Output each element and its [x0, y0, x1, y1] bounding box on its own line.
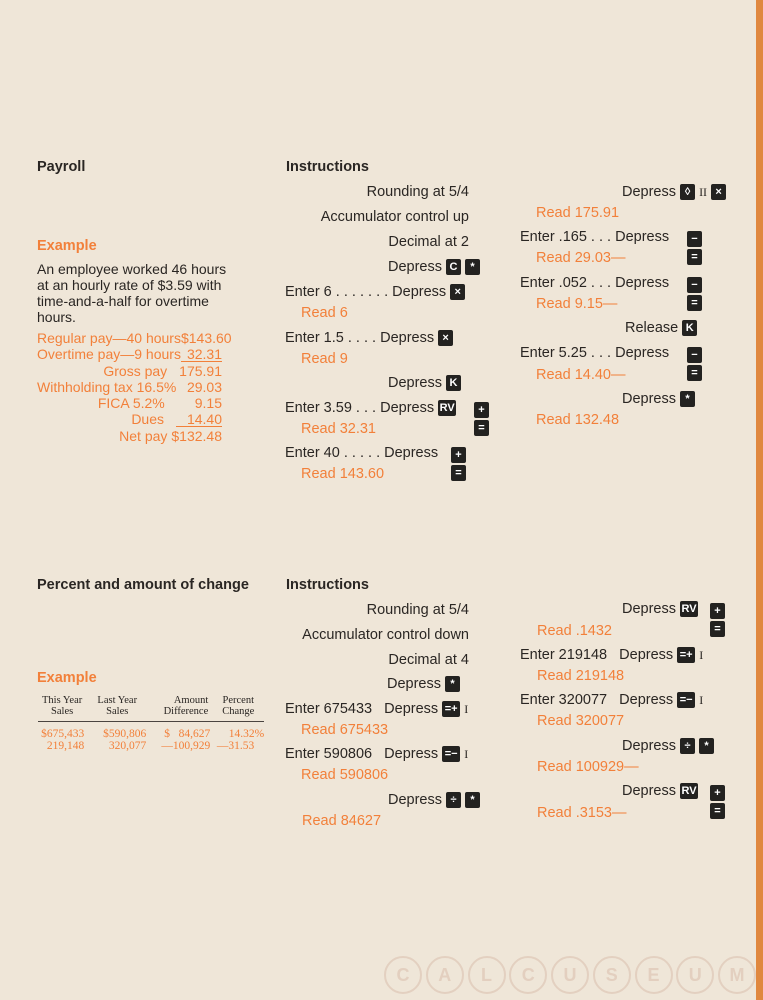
plus-key-icon: + — [710, 603, 725, 619]
instr-text: Depress — [387, 676, 441, 692]
header-text: Change — [222, 706, 255, 717]
watermark-letter: U — [551, 956, 589, 994]
minus-key-icon: − — [687, 231, 702, 247]
instr-line — [625, 320, 697, 336]
minus-key-icon: − — [687, 277, 702, 293]
read-value: Read 9 — [301, 351, 348, 367]
instr-line: Enter .165 . . . Depress — [520, 229, 670, 245]
instr-text: Release — [625, 320, 679, 336]
instr-line: Enter 40 . . . . . Depress — [285, 445, 439, 461]
row-label: Gross pay — [103, 363, 168, 379]
row-value: 32.31 — [181, 346, 222, 362]
instr-line: Rounding at 5/4 — [366, 184, 469, 200]
header-text: Sales — [51, 706, 74, 717]
instr-text: Depress — [388, 792, 442, 808]
read-value: Read 32.31 — [301, 421, 376, 437]
payroll-row — [37, 395, 222, 411]
header-cell — [38, 695, 86, 717]
instr-line — [388, 792, 480, 808]
cell: 320,077 — [108, 740, 147, 752]
instr-text: Enter 590806 Depress — [285, 746, 439, 762]
row-value: 9.15 — [194, 395, 222, 411]
equals-key-icon: = — [710, 803, 725, 819]
header-cell — [86, 695, 148, 717]
watermark-letter: E — [635, 956, 673, 994]
minus-equals-key-stack — [687, 277, 702, 311]
row-label: Dues — [131, 411, 164, 427]
percent-instructions-title: Instructions — [286, 577, 369, 593]
plus-equals-key-stack — [451, 447, 466, 481]
instr-text: Depress — [388, 259, 442, 275]
page-edge — [756, 0, 763, 1000]
percent-row — [38, 740, 264, 752]
desc-line: An employee worked 46 hours — [37, 261, 227, 277]
equals-plus-key-icon: =+ — [677, 647, 695, 663]
instr-text: Enter 6 . . . . . . . Depress — [285, 284, 447, 300]
instr-text: Enter 675433 Depress — [285, 701, 439, 717]
read-value: Read 320077 — [537, 713, 625, 729]
minus-key-icon: − — [687, 347, 702, 363]
payroll-row — [37, 411, 222, 427]
instr-line: Accumulator control up — [320, 209, 469, 225]
instr-line — [622, 184, 726, 200]
row-label: Overtime pay—9 hours — [37, 346, 181, 362]
instr-line — [388, 375, 461, 391]
instr-text: Depress — [622, 184, 676, 200]
instr-text: Enter 219148 Depress — [520, 647, 674, 663]
row-value: 175.91 — [179, 363, 222, 379]
percent-title: Percent and amount of change — [37, 577, 249, 593]
header-text: Last Year — [97, 695, 138, 706]
instr-line: Accumulator control down — [302, 627, 469, 643]
calcuseum-watermark — [384, 955, 756, 995]
read-value: Read 675433 — [301, 722, 389, 738]
cell: $ 84,627 — [164, 728, 211, 740]
cell: —31.53 — [216, 740, 255, 752]
instr-line — [622, 391, 695, 407]
header-text: Difference — [163, 706, 209, 717]
instr-line: Enter 5.25 . . . Depress — [520, 345, 670, 361]
i-mark: I — [464, 702, 469, 716]
instr-text: Depress — [622, 783, 676, 799]
equals-key-icon: = — [687, 249, 702, 265]
instr-line — [285, 746, 468, 762]
rv-key-icon: RV — [681, 785, 697, 798]
instr-text: Enter 320077 Depress — [520, 692, 674, 708]
payroll-title: Payroll — [37, 159, 86, 175]
desc-line: time-and-a-half for overtime — [37, 293, 209, 309]
desc-line: at an hourly rate of $3.59 with — [37, 277, 222, 293]
plus-key-icon: + — [451, 447, 466, 463]
star-key-icon: * — [445, 676, 460, 692]
instr-text: Enter 3.59 . . . Depress — [285, 400, 435, 416]
row-value: $132.48 — [171, 428, 222, 444]
i-mark: I — [699, 693, 704, 707]
read-value: Read 175.91 — [536, 205, 620, 221]
equals-key-icon: = — [710, 621, 725, 637]
instr-text: Depress — [622, 738, 676, 754]
payroll-description — [37, 261, 226, 325]
instr-line: Decimal at 4 — [388, 652, 469, 668]
read-value: Read 6 — [301, 305, 348, 321]
header-text: This Year — [42, 695, 83, 706]
header-text: Sales — [106, 706, 129, 717]
read-value: Read 29.03— — [536, 250, 626, 266]
watermark-letter: S — [593, 956, 631, 994]
percent-table — [38, 695, 264, 752]
minus-equals-key-stack — [687, 347, 702, 381]
plus-equals-key-stack — [710, 603, 725, 637]
read-value: Read 590806 — [301, 767, 389, 783]
k-key-icon: K — [682, 320, 697, 336]
cell: —100,929 — [161, 740, 211, 752]
equals-minus-key-icon: =− — [442, 746, 460, 762]
instr-text: Depress — [388, 375, 442, 391]
read-value: Read 100929— — [537, 759, 639, 775]
payroll-row — [37, 427, 222, 444]
read-value: Read 143.60 — [301, 466, 385, 482]
payroll-table — [37, 330, 232, 444]
percent-row — [38, 722, 264, 741]
instr-text: Depress — [622, 601, 676, 617]
star-key-icon: * — [699, 738, 714, 754]
rv-key-icon: RV — [439, 402, 455, 415]
i-mark: I — [699, 648, 704, 662]
read-value: Read 14.40— — [536, 367, 626, 383]
minus-equals-key-stack — [687, 231, 702, 265]
percent-header-row — [38, 695, 264, 717]
row-label: FICA 5.2% — [97, 395, 165, 411]
divide-key-icon: ÷ — [446, 792, 461, 808]
instr-line — [520, 647, 703, 663]
star-key-icon: * — [465, 792, 480, 808]
multiply-key-icon: × — [438, 330, 453, 346]
plus-key-icon: + — [710, 785, 725, 801]
watermark-letter: U — [676, 956, 714, 994]
read-value: Read .1432 — [537, 623, 612, 639]
row-label: Regular pay—40 hours — [37, 330, 181, 346]
read-value: Read 84627 — [302, 813, 382, 829]
read-value: Read 132.48 — [536, 412, 620, 428]
watermark-letter: C — [509, 956, 547, 994]
instr-line — [285, 330, 453, 346]
row-value: $143.60 — [180, 330, 232, 346]
instr-line — [520, 692, 703, 708]
read-value: Read .3153— — [537, 805, 627, 821]
row-label: Withholding tax 16.5% — [37, 379, 177, 395]
instr-line: Rounding at 5/4 — [366, 602, 469, 618]
desc-line: hours. — [37, 309, 76, 325]
payroll-example-label: Example — [37, 238, 97, 254]
instr-line — [622, 783, 698, 799]
diamond-key-icon: ◊ — [680, 184, 695, 200]
cell: 14.32% — [228, 728, 265, 740]
read-value: Read 9.15— — [536, 296, 618, 312]
row-value: 29.03 — [186, 379, 222, 395]
watermark-letter: M — [718, 956, 756, 994]
instr-line — [285, 284, 465, 300]
read-value: Read 219148 — [537, 668, 625, 684]
cell: $675,433 — [41, 728, 85, 740]
instr-line — [285, 400, 456, 416]
row-value: 14.40 — [176, 411, 222, 427]
instr-line — [387, 676, 460, 692]
cell: $590,806 — [103, 728, 147, 740]
instr-text: Depress — [622, 391, 676, 407]
instr-line — [622, 601, 698, 617]
instr-line — [285, 701, 468, 717]
k-key-icon: K — [446, 375, 461, 391]
payroll-row — [37, 362, 222, 379]
header-cell — [148, 695, 212, 717]
divide-key-icon: ÷ — [680, 738, 695, 754]
plus-equals-key-stack — [474, 402, 489, 436]
ii-mark: II — [699, 185, 708, 199]
watermark-letter: A — [426, 956, 464, 994]
equals-key-icon: = — [687, 295, 702, 311]
instr-text: Enter 1.5 . . . . Depress — [285, 330, 435, 346]
cell: 219,148 — [46, 740, 85, 752]
watermark-letter: L — [468, 956, 506, 994]
equals-key-icon: = — [474, 420, 489, 436]
equals-minus-key-icon: =− — [677, 692, 695, 708]
plus-equals-key-stack — [710, 785, 725, 819]
payroll-row — [37, 379, 222, 395]
payroll-row — [37, 346, 222, 362]
instr-line — [388, 259, 480, 275]
header-text: Amount — [173, 695, 209, 706]
row-label: Net pay — [119, 428, 168, 444]
header-text: Percent — [222, 695, 255, 706]
star-key-icon: * — [680, 391, 695, 407]
payroll-instructions-title: Instructions — [286, 159, 369, 175]
instr-line: Enter .052 . . . Depress — [520, 275, 670, 291]
clear-key-icon: C — [446, 259, 461, 275]
equals-key-icon: = — [451, 465, 466, 481]
equals-plus-key-icon: =+ — [442, 701, 460, 717]
multiply-key-icon: × — [450, 284, 465, 300]
multiply-key-icon: × — [711, 184, 726, 200]
rv-key-icon: RV — [681, 603, 697, 616]
instr-line: Decimal at 2 — [388, 234, 469, 250]
instr-line — [622, 738, 714, 754]
i-mark: I — [464, 747, 469, 761]
header-cell — [212, 695, 264, 717]
percent-example-label: Example — [37, 670, 97, 686]
plus-key-icon: + — [474, 402, 489, 418]
equals-key-icon: = — [687, 365, 702, 381]
payroll-row — [37, 330, 232, 346]
watermark-letter: C — [384, 956, 422, 994]
star-key-icon: * — [465, 259, 480, 275]
